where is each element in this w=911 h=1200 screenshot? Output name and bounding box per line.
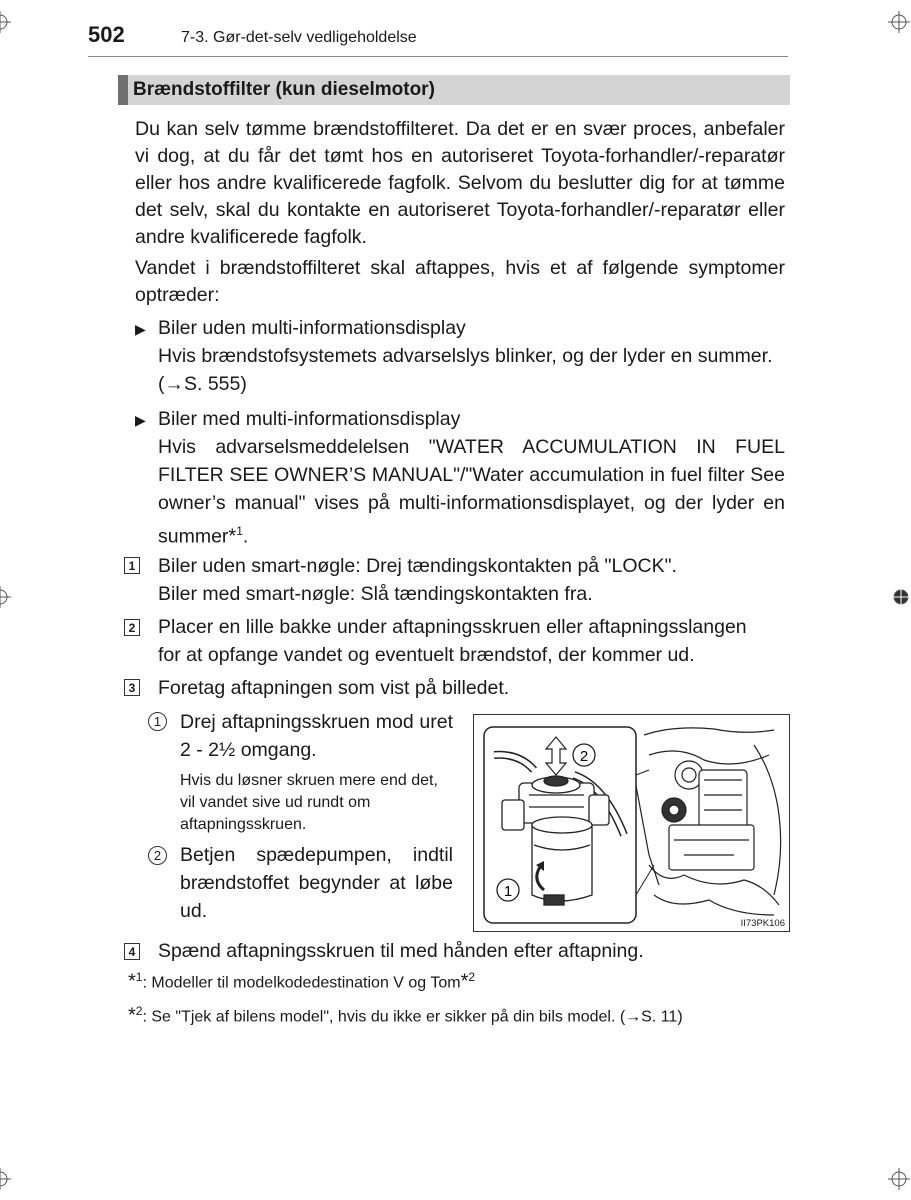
- page-number: 502: [88, 22, 125, 47]
- triangle-bullet-icon: ▶: [135, 321, 146, 337]
- substep-number-circle: 2: [148, 846, 167, 865]
- step-number-box: 2: [124, 619, 140, 636]
- fuel-filter-illustration: [473, 714, 790, 932]
- substep-text: Betjen spædepumpen, indtil brændstoffet begynder at løbe ud.: [180, 844, 453, 922]
- fuel-filter-drawing: [474, 715, 789, 931]
- registration-mark-icon: [0, 1168, 11, 1190]
- footnote-number: 2: [135, 1004, 143, 1018]
- section-title: Brændstoffilter (kun dieselmotor): [133, 79, 435, 100]
- bullet-text: Hvis advarselsmeddelelsen "WATER ACCUMULATION IN FUEL FILTER SEE OWNER’S MANUAL"/"Water accumulation in fuel filter See owner’s manual" vises på multi-informationsdisplayet, og der lyder en summer: [158, 436, 785, 548]
- footnote-marker: *: [128, 970, 136, 993]
- step-line: for at opfange vandet og eventuelt brændstof, der kommer ud.: [158, 644, 695, 666]
- registration-mark-icon: [890, 586, 911, 608]
- step-line: Placer en lille bakke under aftapningsskruen eller aftapningsslangen: [158, 616, 747, 638]
- footnote: [128, 1004, 683, 1027]
- bullet-title: Biler uden multi-informationsdisplay: [158, 317, 466, 339]
- step-number-box: 3: [124, 679, 140, 696]
- bullet-title: Biler med multi-informationsdisplay: [158, 408, 461, 430]
- footnote-text: : Modeller til modelkodedestination V og Tom: [142, 974, 461, 992]
- bullet-item: [158, 405, 785, 551]
- registration-mark-icon: [888, 11, 910, 33]
- registration-mark-icon: [0, 11, 11, 33]
- step-line: Biler med smart-nøgle: Slå tændingskontakten fra.: [158, 583, 593, 605]
- callout-2-label: 2: [579, 748, 589, 765]
- header-divider: [88, 56, 788, 57]
- footnote: [128, 970, 475, 993]
- step-line: Biler uden smart-nøgle: Drej tændingskontakten på "LOCK".: [158, 555, 677, 577]
- step-text: [158, 613, 785, 669]
- footnote-marker: *: [228, 525, 237, 548]
- sentence-end: .: [242, 525, 249, 548]
- step-line: Spænd aftapningsskruen til med hånden efter aftapning.: [158, 940, 644, 962]
- step-text: [158, 552, 785, 608]
- bullet-text: Hvis brændstofsystemets advarselslys blinker, og der lyder en summer.: [158, 345, 773, 367]
- footnote-marker: *: [460, 970, 469, 993]
- figure-code: II73PK106: [740, 918, 785, 929]
- step-number-box: 1: [124, 557, 140, 574]
- intro-paragraph: Du kan selv tømme brændstoffilteret. Da det er en svær proces, anbefaler vi dog, at du får det tømt hos en autoriseret Toyota-forhandler/-reparatør eller hos andre kvalificerede fagfolk. Selvom du beslutter dig for at tømme det selv, skal du kontakte en autoriseret Toyota-forhandler/-reparatør eller andre kvalificerede fagfolk.: [135, 118, 785, 248]
- substep-text: Drej aftapningsskruen mod uret 2 - 2½ omgang.: [180, 711, 453, 761]
- footnote-number: 1: [236, 524, 243, 538]
- step-line: Foretag aftapningen som vist på billedet.: [158, 677, 510, 699]
- chapter-title: 7-3. Gør-det-selv vedligeholdelse: [181, 29, 417, 46]
- footnote-marker: *: [128, 1004, 136, 1027]
- section-heading: [118, 75, 790, 105]
- substep-number-circle: 1: [148, 712, 167, 731]
- step-text: [158, 674, 785, 702]
- registration-mark-icon: [0, 586, 11, 608]
- callout-1-label: 1: [503, 883, 513, 900]
- triangle-bullet-icon: ▶: [135, 412, 146, 428]
- section-heading-bar: [118, 75, 128, 105]
- registration-mark-icon: [888, 1168, 910, 1190]
- substep-note: Hvis du løsner skruen mere end det, vil vandet sive ud rundt om aftapningsskruen.: [180, 772, 438, 833]
- footnote-number: 1: [135, 970, 143, 984]
- bullet-item: [158, 314, 785, 398]
- step-number-box: 4: [124, 943, 140, 960]
- bullet-reference: (→S. 555): [158, 373, 247, 395]
- step-text: [158, 937, 785, 965]
- symptoms-paragraph: Vandet i brændstoffilteret skal aftappes, hvis et af følgende symptomer optræder:: [135, 257, 785, 306]
- footnote-number: 2: [468, 970, 476, 984]
- footnote-text: : Se "Tjek af bilens model", hvis du ikke er sikker på din bils model. (→S. 11): [142, 1008, 683, 1026]
